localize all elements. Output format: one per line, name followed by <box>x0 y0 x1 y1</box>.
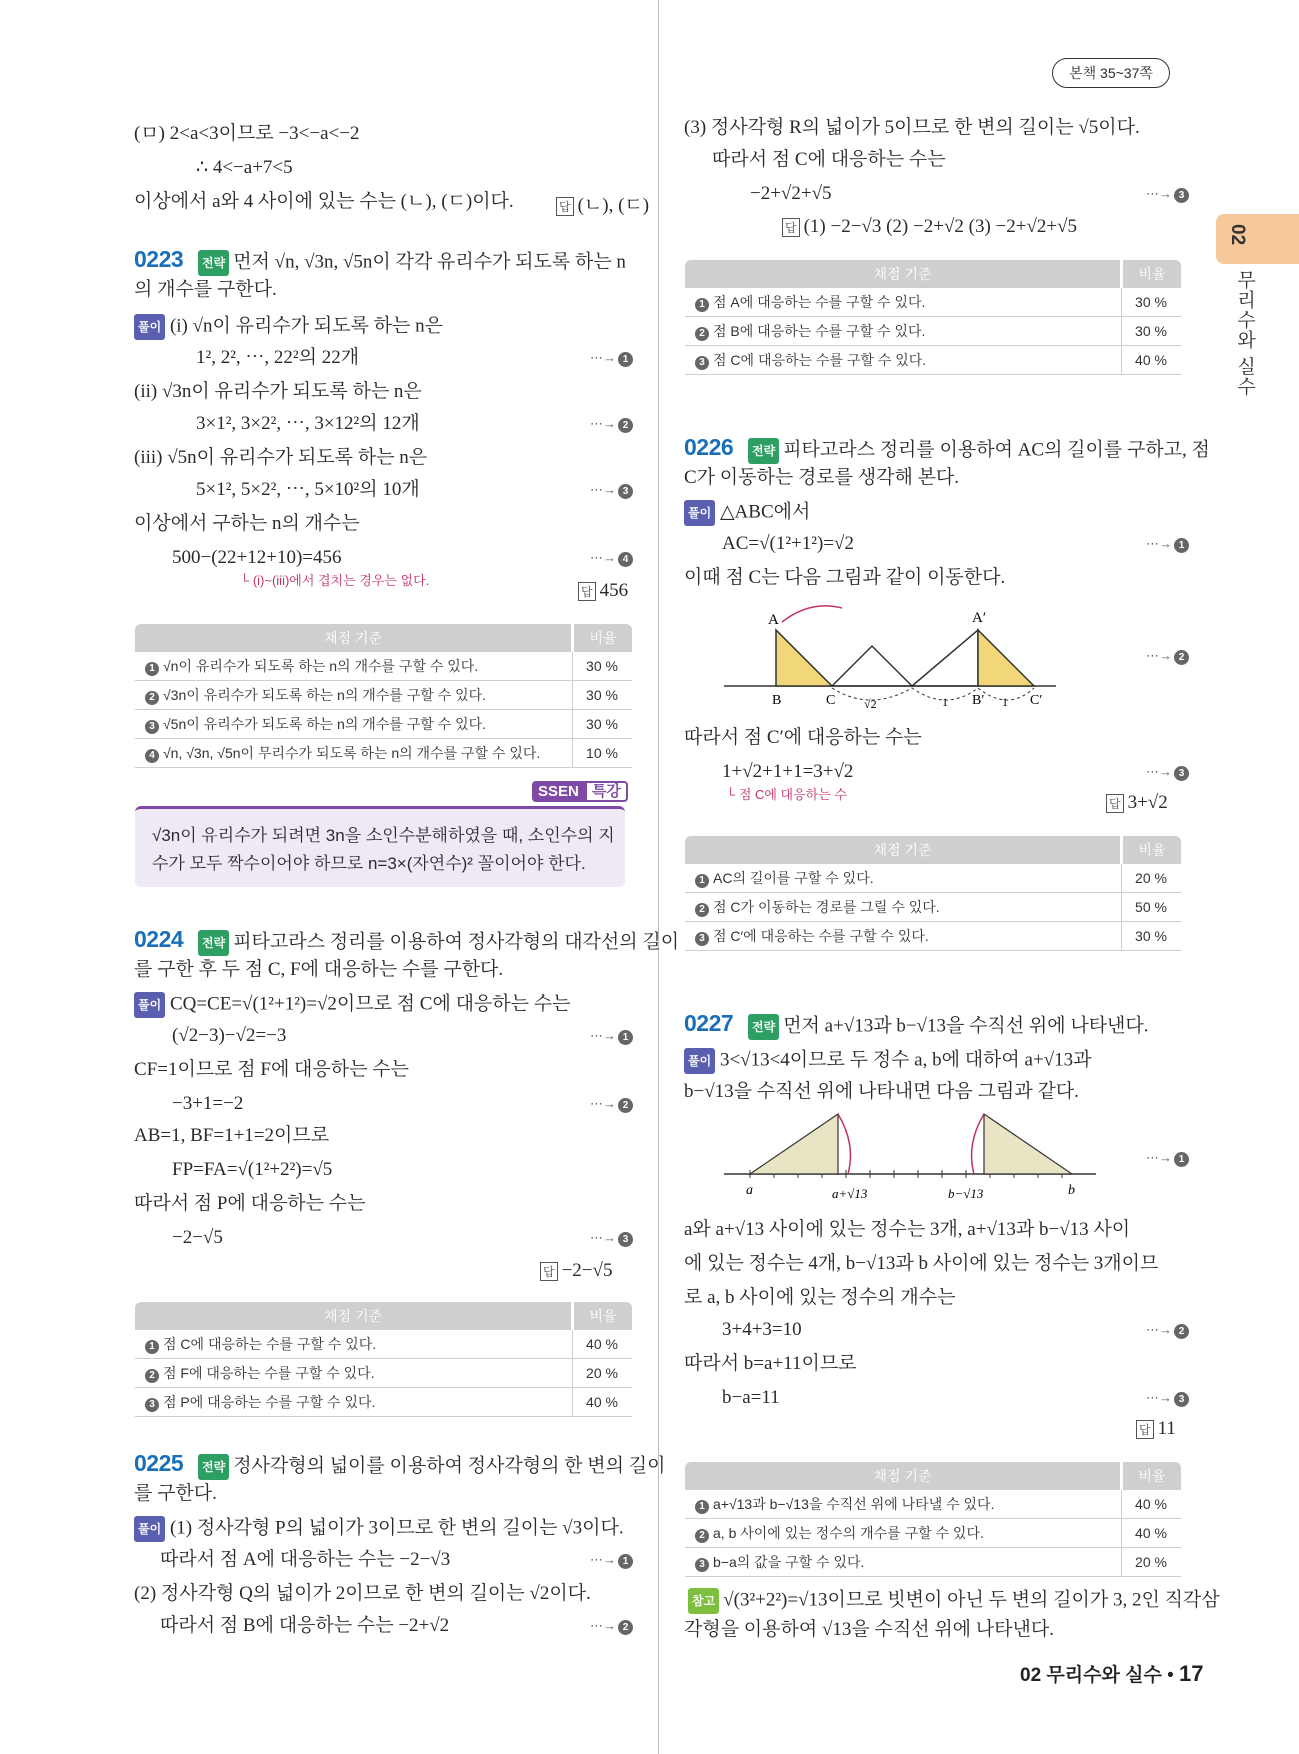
move-arrow <box>782 606 842 622</box>
chapter-tab-number: 02 <box>1227 224 1248 246</box>
circle-3-icon: 3 <box>695 356 709 370</box>
step-marker-1: ⋯→ 1 <box>590 350 633 367</box>
table-cell: 40 % <box>1122 1490 1182 1519</box>
solve-icon: 풀이 <box>134 992 165 1018</box>
table-row <box>685 317 1181 346</box>
table-row <box>135 1388 632 1417</box>
strategy-0226-text: 피타고라스 정리를 이용하여 AC의 길이를 구하고, 점 <box>783 439 1210 461</box>
table-cell: √n이 유리수가 되도록 하는 n의 개수를 구할 수 있다. <box>163 658 479 674</box>
table-row <box>135 681 632 710</box>
table-cell: 10 % <box>573 739 633 768</box>
solve-icon: 풀이 <box>134 1516 165 1542</box>
table-cell: 30 % <box>1122 288 1182 317</box>
strategy-icon: 전략 <box>198 930 229 956</box>
solve-0225-l1 <box>134 1516 624 1542</box>
strategy-0225 <box>194 1454 665 1480</box>
label-b-minus-sqrt13: b−√13 <box>948 1186 984 1201</box>
badge-special: 특강 <box>585 781 628 802</box>
label-a-plus-sqrt13: a+√13 <box>832 1186 868 1201</box>
table-cell: √n, √3n, √5n이 무리수가 되도록 하는 n의 개수를 구할 수 있다. <box>163 745 541 761</box>
label-A: A <box>768 612 779 628</box>
table-header-criteria: 채점 기준 <box>685 1462 1122 1490</box>
step-marker-2: ⋯→ 2 <box>1146 1322 1189 1339</box>
chapter-tab-title: 무리수와 실수 <box>1234 270 1255 397</box>
table-row <box>135 1330 632 1359</box>
table-header-ratio: 비율 <box>1122 836 1182 864</box>
circle-3-icon: 3 <box>145 1398 159 1412</box>
answer-icon: 답 <box>1106 794 1124 813</box>
solve-0224-l5: AB=1, BF=1+1=2이므로 <box>134 1125 330 1146</box>
table-row <box>135 1359 632 1388</box>
solve-0224-l3: CF=1이므로 점 F에 대응하는 수는 <box>134 1059 409 1080</box>
solve-0224-l8: −2−√5 <box>172 1227 223 1248</box>
prev-line-2: ∴ 4<−a+7<5 <box>196 157 293 178</box>
triangle-middle <box>832 646 912 686</box>
table-row <box>135 710 632 739</box>
step-marker-2: ⋯→ 2 <box>590 416 633 433</box>
prev-answer-value: (ㄴ), (ㄷ) <box>577 195 650 216</box>
solve-0227-l4: 에 있는 정수는 4개, b−√13과 b 사이에 있는 정수는 3개이므 <box>684 1253 1159 1274</box>
circle-1-icon: 1 <box>695 298 709 312</box>
step-marker-1: ⋯→ 1 <box>1146 536 1189 553</box>
reference-line-2: 각형을 이용하여 √13을 수직선 위에 나타낸다. <box>684 1619 1054 1640</box>
table-cell: 점 C′에 대응하는 수를 구할 수 있다. <box>713 928 929 944</box>
answer-icon: 답 <box>556 197 574 216</box>
triangle-rotating <box>912 630 978 686</box>
prev-line-1: (ㅁ) 2<a<3이므로 −3<−a<−2 <box>134 123 360 144</box>
step-marker-3: ⋯→ 3 <box>590 1230 633 1247</box>
strategy-icon: 전략 <box>198 250 229 276</box>
scoring-table-0226 <box>685 836 1181 951</box>
strategy-icon: 전략 <box>748 1014 779 1040</box>
table-row <box>685 1490 1181 1519</box>
table-header-criteria: 채점 기준 <box>135 624 573 652</box>
problem-number-0226: 0226 <box>684 434 734 460</box>
answer-0223-value: 456 <box>599 580 629 601</box>
solve-0225-l1-text: (1) 정사각형 P의 넓이가 3이므로 한 변의 길이는 √3이다. <box>169 1517 624 1539</box>
solve-0224-l7: 따라서 점 P에 대응하는 수는 <box>134 1193 366 1214</box>
table-cell: 30 % <box>1122 317 1182 346</box>
step-marker-3: ⋯→ 3 <box>1146 1390 1189 1407</box>
table-cell: 50 % <box>1122 893 1182 922</box>
solve-0223-l2: 1², 2², ⋯, 22²의 22개 <box>196 347 360 368</box>
solve-icon: 풀이 <box>684 500 715 526</box>
solve-0223-l8: 500−(22+12+10)=456 <box>172 547 342 568</box>
step-marker-1: ⋯→ 1 <box>1146 1150 1189 1167</box>
page-reference-badge: 본책 35~37쪽 <box>1052 58 1170 88</box>
prev-answer <box>556 190 649 217</box>
circle-2-icon: 2 <box>695 327 709 341</box>
solve-0223-l7: 이상에서 구하는 n의 개수는 <box>134 513 360 534</box>
table-cell: 점 A에 대응하는 수를 구할 수 있다. <box>713 294 926 310</box>
reference-line-1 <box>684 1588 1220 1614</box>
strategy-icon: 전략 <box>748 438 779 464</box>
triangle-left <box>750 1114 838 1174</box>
answer-icon: 답 <box>578 582 596 601</box>
solve-0227-l2: b−√13을 수직선 위에 나타내면 다음 그림과 같다. <box>684 1081 1079 1102</box>
solve-0227-l7: 따라서 b=a+11이므로 <box>684 1353 857 1374</box>
table-cell: b−a의 값을 구할 수 있다. <box>713 1554 865 1570</box>
solve-0224-l1 <box>134 992 570 1018</box>
solve-icon: 풀이 <box>684 1048 715 1074</box>
solve-0225-l4: 따라서 점 B에 대응하는 수는 −2+√2 <box>160 1615 450 1636</box>
label-a: a <box>746 1183 753 1198</box>
table-header-ratio: 비율 <box>573 624 633 652</box>
table-cell: √3n이 유리수가 되도록 하는 n의 개수를 구할 수 있다. <box>163 687 487 703</box>
strategy-0227-text: 먼저 a+√13과 b−√13을 수직선 위에 나타낸다. <box>783 1015 1149 1037</box>
solve-0224-l2: (√2−3)−√2=−3 <box>172 1025 287 1046</box>
solve-0227-l8: b−a=11 <box>722 1387 780 1408</box>
strategy-icon: 전략 <box>198 1454 229 1480</box>
table-header-criteria: 채점 기준 <box>135 1302 573 1330</box>
solve-0225-l7: −2+√2+√5 <box>750 183 832 204</box>
step-marker-3: ⋯→ 3 <box>1146 186 1189 203</box>
solve-0227-l3: a와 a+√13 사이에 있는 정수는 3개, a+√13과 b−√13 사이 <box>684 1219 1131 1240</box>
answer-0223 <box>578 580 628 602</box>
badge-sseen: SSEN <box>532 781 585 802</box>
solve-0223-l5: (iii) √5n이 유리수가 되도록 하는 n은 <box>134 447 428 468</box>
strategy-0227 <box>744 1014 1149 1040</box>
table-row <box>685 288 1181 317</box>
answer-0224-value: −2−√5 <box>561 1260 613 1281</box>
problem-number-0223: 0223 <box>134 246 184 272</box>
step-marker-3: ⋯→ 3 <box>1146 764 1189 781</box>
table-cell: 점 C가 이동하는 경로를 그릴 수 있다. <box>713 899 940 915</box>
table-header-ratio: 비율 <box>1122 1462 1182 1490</box>
strategy-0225-text: 정사각형의 넓이를 이용하여 정사각형의 한 변의 길이 <box>233 1455 666 1477</box>
tip-line-1: √3n이 유리수가 되려면 3n을 소인수분해하였을 때, 소인수의 지 <box>152 826 615 845</box>
answer-icon: 답 <box>782 218 800 237</box>
label-b: b <box>1068 1183 1075 1198</box>
footer-chapter: 02 무리수와 실수 <box>1020 1665 1162 1686</box>
circle-2-icon: 2 <box>145 691 159 705</box>
table-row <box>685 346 1181 375</box>
note-0223-text: (i)~(iii)에서 겹치는 경우는 없다. <box>252 573 430 588</box>
figure-0226-rolling-triangle <box>720 600 1060 710</box>
solve-0224-l1-text: CQ=CE=√(1²+1²)=√2이므로 점 C에 대응하는 수는 <box>169 993 571 1015</box>
table-cell: 점 C에 대응하는 수를 구할 수 있다. <box>163 1336 377 1352</box>
solve-0227-l5: 로 a, b 사이에 있는 정수의 개수는 <box>684 1287 956 1308</box>
table-cell: 점 C에 대응하는 수를 구할 수 있다. <box>713 352 927 368</box>
solve-0223-l1-text: (i) √n이 유리수가 되도록 하는 n은 <box>169 315 443 337</box>
table-cell: AC의 길이를 구할 수 있다. <box>713 870 874 886</box>
strategy-0225-cont: 를 구한다. <box>134 1483 217 1504</box>
solve-0225-l2: 따라서 점 A에 대응하는 수는 −2−√3 <box>160 1549 451 1570</box>
step-marker-1: ⋯→ 1 <box>590 1552 633 1569</box>
strategy-0224-cont: 를 구한 후 두 점 C, F에 대응하는 수를 구한다. <box>134 959 504 980</box>
circle-1-icon: 1 <box>695 874 709 888</box>
strategy-0224-text: 피타고라스 정리를 이용하여 정사각형의 대각선의 길이 <box>233 931 680 953</box>
circle-2-icon: 2 <box>695 903 709 917</box>
answer-0225-value: (1) −2−√3 (2) −2+√2 (3) −2+√2+√5 <box>803 216 1078 237</box>
triangle-end <box>978 630 1034 686</box>
reference-icon: 참고 <box>688 1588 719 1614</box>
step-marker-2: ⋯→ 2 <box>1146 648 1189 665</box>
solve-0226-l3: 이때 점 C는 다음 그림과 같이 이동한다. <box>684 567 1006 588</box>
circle-1-icon: 1 <box>695 1500 709 1514</box>
scoring-table-0223 <box>135 624 632 768</box>
table-cell: 40 % <box>573 1330 633 1359</box>
solve-0223-l6: 5×1², 5×2², ⋯, 5×10²의 10개 <box>196 479 420 500</box>
column-divider <box>658 0 659 1754</box>
table-cell: 점 B에 대응하는 수를 구할 수 있다. <box>713 323 926 339</box>
circle-1-icon: 1 <box>145 662 159 676</box>
strategy-0224 <box>194 930 679 956</box>
answer-0226-value: 3+√2 <box>1127 792 1168 813</box>
label-sqrt2: √2 <box>864 697 877 710</box>
solve-0226-l4: 따라서 점 C′에 대응하는 수는 <box>684 727 922 748</box>
label-B: B <box>772 693 782 708</box>
table-row <box>135 739 632 768</box>
solve-0225-l3: (2) 정사각형 Q의 넓이가 2이므로 한 변의 길이는 √2이다. <box>134 1583 591 1604</box>
table-cell: 40 % <box>1122 1519 1182 1548</box>
problem-number-0225: 0225 <box>134 1450 184 1476</box>
table-row <box>685 1519 1181 1548</box>
solve-0225-l5: (3) 정사각형 R의 넓이가 5이므로 한 변의 길이는 √5이다. <box>684 117 1140 138</box>
solve-0226-l5: 1+√2+1+1=3+√2 <box>722 761 854 782</box>
table-row <box>685 893 1181 922</box>
table-row <box>135 652 632 681</box>
answer-0227-value: 11 <box>1157 1418 1176 1439</box>
solve-0226-l1 <box>684 500 810 526</box>
scoring-table-0227 <box>685 1462 1181 1577</box>
note-0226: └ 점 C에 대응하는 수 <box>726 787 847 802</box>
table-cell: 20 % <box>573 1359 633 1388</box>
solve-0225-l6: 따라서 점 C에 대응하는 수는 <box>712 149 946 170</box>
answer-icon: 답 <box>540 1262 558 1281</box>
table-cell: a+√13과 b−√13을 수직선 위에 나타낼 수 있다. <box>713 1496 995 1512</box>
table-cell: a, b 사이에 있는 정수의 개수를 구할 수 있다. <box>713 1525 984 1541</box>
arc-right <box>972 1114 984 1174</box>
label-C-prime: C′ <box>1030 693 1043 708</box>
strategy-0223 <box>194 250 626 276</box>
step-marker-4: ⋯→ 4 <box>590 550 633 567</box>
solve-icon: 풀이 <box>134 314 165 340</box>
circle-4-icon: 4 <box>145 749 159 763</box>
table-cell: 40 % <box>573 1388 633 1417</box>
page-number: 17 <box>1179 1661 1204 1686</box>
triangle-start <box>776 630 832 686</box>
answer-0227 <box>1136 1418 1176 1440</box>
table-cell: 30 % <box>573 710 633 739</box>
answer-0226 <box>1106 792 1168 814</box>
answer-0224 <box>540 1260 612 1282</box>
circle-2-icon: 2 <box>145 1369 159 1383</box>
circle-3-icon: 3 <box>695 1558 709 1572</box>
figure-0227-number-line <box>720 1104 1100 1204</box>
label-C: C <box>826 693 836 708</box>
tip-line-2: 수가 모두 짝수이어야 하므로 n=3×(자연수)² 꼴이어야 한다. <box>152 854 586 873</box>
table-cell: 30 % <box>573 652 633 681</box>
table-header-ratio: 비율 <box>573 1302 633 1330</box>
solve-0224-l4: −3+1=−2 <box>172 1093 244 1114</box>
table-cell: 20 % <box>1122 1548 1182 1577</box>
strategy-0223-text: 먼저 √n, √3n, √5n이 각각 유리수가 되도록 하는 n <box>233 251 626 273</box>
solve-0223-l1 <box>134 314 443 340</box>
table-header-criteria: 채점 기준 <box>685 836 1122 864</box>
table-row <box>685 922 1181 951</box>
note-0226-text: 점 C에 대응하는 수 <box>738 787 847 802</box>
table-cell: 40 % <box>1122 346 1182 375</box>
solve-0223-l3: (ii) √3n이 유리수가 되도록 하는 n은 <box>134 381 422 402</box>
solve-0226-l2: AC=√(1²+1²)=√2 <box>722 533 854 554</box>
table-cell: 30 % <box>573 681 633 710</box>
step-marker-2: ⋯→ 2 <box>590 1096 633 1113</box>
solve-0227-l1 <box>684 1048 1091 1074</box>
table-header-ratio: 비율 <box>1122 260 1182 288</box>
circle-3-icon: 3 <box>695 932 709 946</box>
note-0223: └ (i)~(iii)에서 겹치는 경우는 없다. <box>240 573 430 588</box>
strategy-0226 <box>744 438 1210 464</box>
answer-0225 <box>782 216 1077 238</box>
problem-number-0227: 0227 <box>684 1010 734 1036</box>
arc-left <box>838 1114 850 1174</box>
step-marker-1: ⋯→ 1 <box>590 1028 633 1045</box>
strategy-0226-cont: C가 이동하는 경로를 생각해 본다. <box>684 467 960 488</box>
label-one-2: 1 <box>1002 695 1008 709</box>
circle-3-icon: 3 <box>145 720 159 734</box>
solve-0227-l1-text: 3<√13<4이므로 두 정수 a, b에 대하여 a+√13과 <box>719 1049 1092 1071</box>
problem-number-0224: 0224 <box>134 926 184 952</box>
label-one: 1 <box>942 695 948 709</box>
table-cell: 점 P에 대응하는 수를 구할 수 있다. <box>163 1394 376 1410</box>
label-A-prime: A′ <box>972 610 987 626</box>
table-cell: √5n이 유리수가 되도록 하는 n의 개수를 구할 수 있다. <box>163 716 487 732</box>
table-cell: 20 % <box>1122 864 1182 893</box>
step-marker-2: ⋯→ 2 <box>590 1618 633 1635</box>
triangle-right <box>984 1114 1072 1174</box>
page-footer: 02 무리수와 실수 • 17 <box>1020 1661 1204 1686</box>
answer-icon: 답 <box>1136 1420 1154 1439</box>
table-row <box>685 1548 1181 1577</box>
scoring-table-0225 <box>685 260 1181 375</box>
table-cell: 30 % <box>1122 922 1182 951</box>
scoring-table-0224 <box>135 1302 632 1417</box>
table-header-criteria: 채점 기준 <box>685 260 1122 288</box>
circle-1-icon: 1 <box>145 1340 159 1354</box>
label-B-prime: B′ <box>972 693 985 708</box>
solve-0227-l6: 3+4+3=10 <box>722 1319 802 1340</box>
reference-line-1-text: √(3²+2²)=√13이므로 빗변이 아닌 두 변의 길이가 3, 2인 직각삼 <box>723 1589 1220 1611</box>
circle-2-icon: 2 <box>695 1529 709 1543</box>
solve-0223-l4: 3×1², 3×2², ⋯, 3×12²의 12개 <box>196 413 420 434</box>
prev-line-3: 이상에서 a와 4 사이에 있는 수는 (ㄴ), (ㄷ)이다. <box>134 191 514 212</box>
table-row <box>685 864 1181 893</box>
special-lecture-badge <box>532 780 628 801</box>
solve-0226-l1-text: △ABC에서 <box>719 501 811 523</box>
step-marker-3: ⋯→ 3 <box>590 482 633 499</box>
strategy-0223-cont: 의 개수를 구한다. <box>134 279 277 300</box>
table-cell: 점 F에 대응하는 수를 구할 수 있다. <box>163 1365 375 1381</box>
solve-0224-l6: FP=FA=√(1²+2²)=√5 <box>172 1159 333 1180</box>
